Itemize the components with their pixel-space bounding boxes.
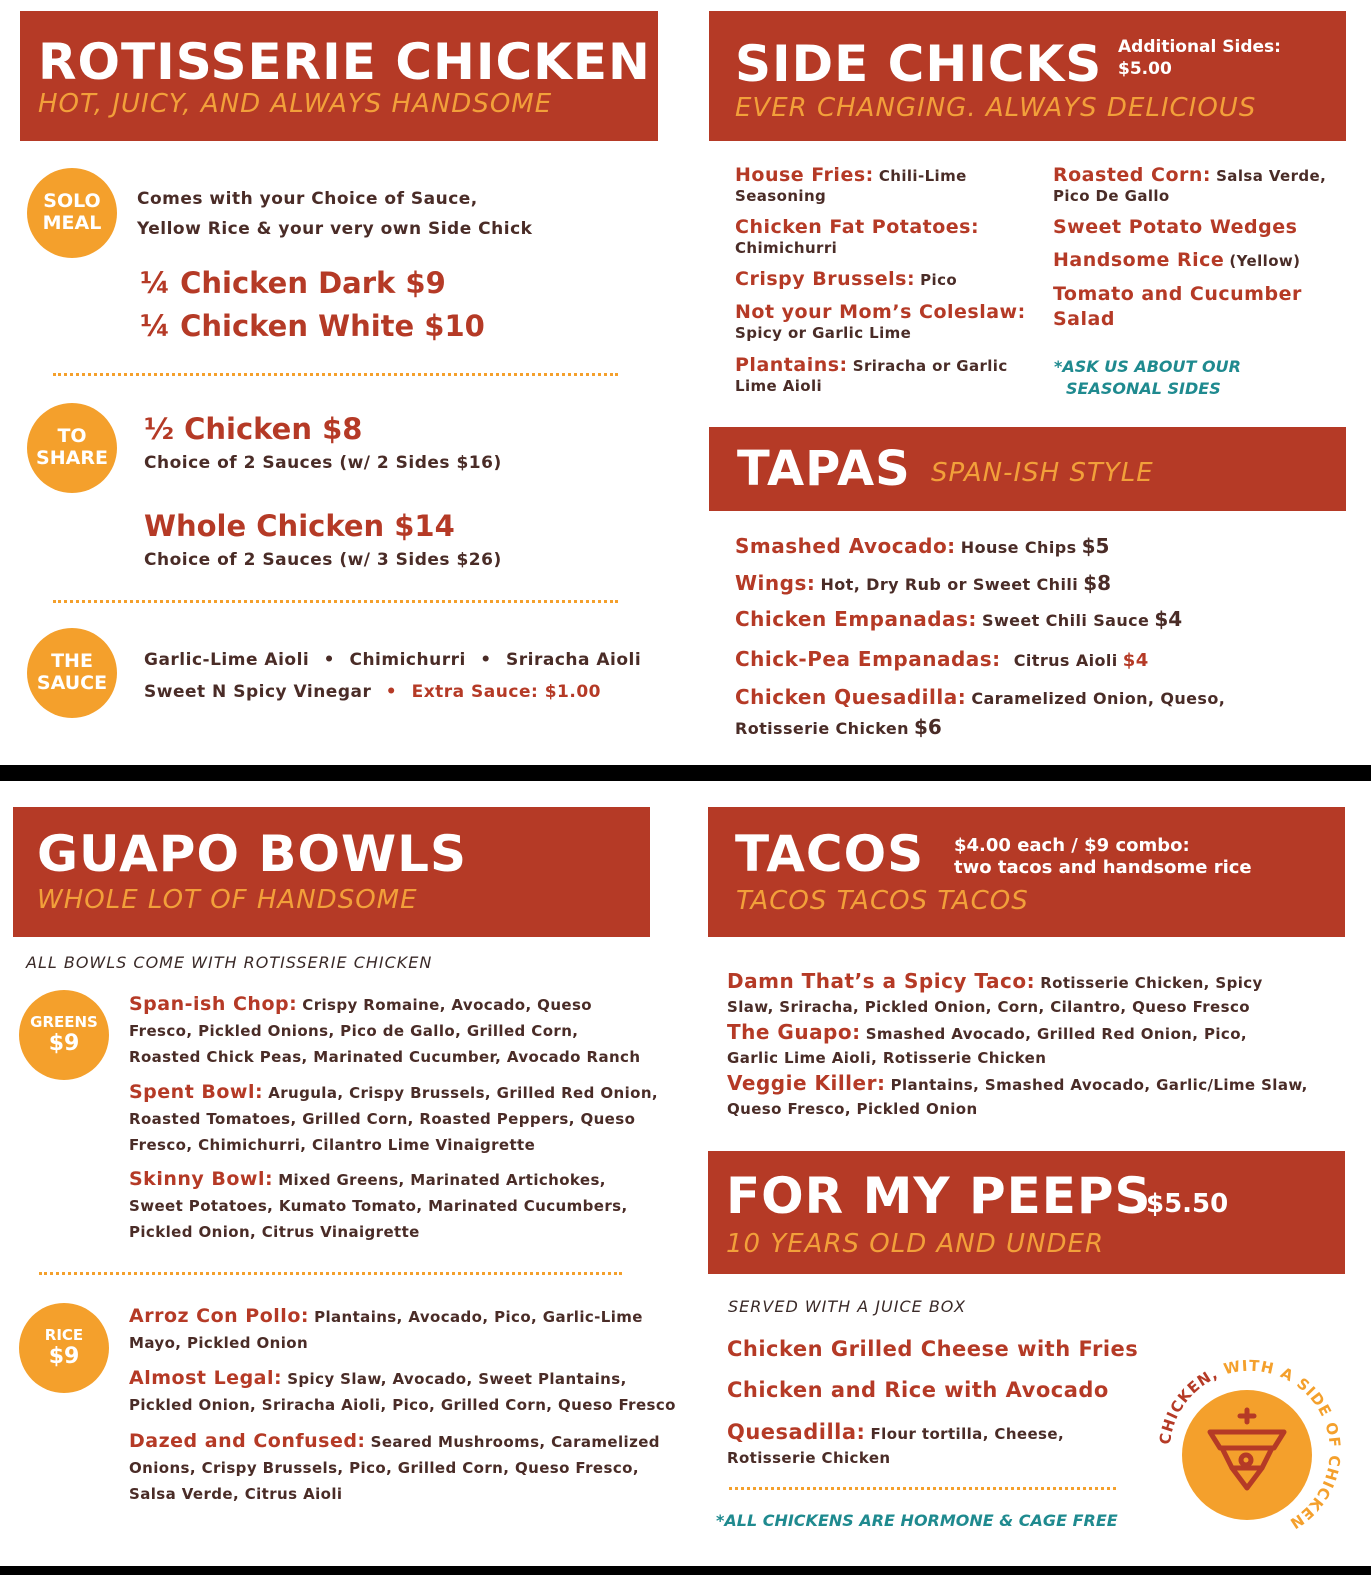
bowl-desc: Fresco, Pickled Onions, Pico de Gallo, Grilled Corn,	[129, 1022, 579, 1040]
share-badge-line1: TO	[57, 425, 87, 448]
bowl-desc: Roasted Chick Peas, Marinated Cucumber, Avocado Ranch	[129, 1048, 641, 1066]
solo-meal-badge	[27, 168, 117, 258]
taco-desc: Smashed Avocado, Grilled Red Onion, Pico,	[865, 1025, 1248, 1043]
tapas-name: Chick-Pea Empanadas:	[735, 647, 1001, 671]
taco-name: The Guapo:	[727, 1020, 861, 1044]
side-handsome-rice	[1053, 249, 1300, 271]
sauce-badge-line1: THE	[51, 650, 93, 673]
tapas-name: Smashed Avocado:	[735, 534, 956, 558]
share-item-whole-desc: Choice of 2 Sauces (w/ 3 Sides $26)	[144, 550, 502, 570]
share-badge-line2: SHARE	[36, 447, 108, 469]
logo-ring-text: CHICKEN, WITH A SIDE OF CHICKEN	[1155, 1356, 1344, 1533]
bullet: •	[385, 682, 398, 702]
tapas-price: $8	[1083, 571, 1112, 595]
side-name: Chicken Fat Potatoes:	[735, 216, 980, 238]
side-desc: Salsa Verde,	[1216, 167, 1327, 185]
bowl-desc: Plantains, Avocado, Pico, Garlic-Lime	[314, 1308, 643, 1326]
side-name: Handsome Rice	[1053, 249, 1225, 271]
bowl-name: Dazed and Confused:	[129, 1430, 366, 1452]
tapas-subtitle: SPAN-ISH STYLE	[931, 458, 1154, 488]
bowl-item	[129, 1429, 660, 1507]
sauce-extra: Extra Sauce: $1.00	[411, 682, 601, 702]
divider	[729, 1487, 1116, 1490]
side-name: Sweet Potato Wedges	[1053, 216, 1298, 238]
tapas-desc: Hot, Dry Rub or Sweet Chili	[820, 575, 1079, 594]
side-desc: Pico	[920, 271, 958, 289]
side-desc: Chimichurri	[735, 239, 838, 257]
solo-item-dark: ¼ Chicken Dark $9	[140, 266, 446, 300]
tapas-price: $6	[914, 715, 942, 739]
taco-name: Veggie Killer:	[727, 1071, 886, 1095]
peeps-banner	[708, 1151, 1345, 1274]
bowl-desc: Salsa Verde, Citrus Aioli	[129, 1485, 343, 1503]
peeps-subtitle: 10 YEARS OLD AND UNDER	[726, 1229, 1105, 1259]
bowl-name: Spent Bowl:	[129, 1081, 264, 1103]
side-roasted-corn	[1053, 164, 1326, 205]
sauce-sweet-spicy: Sweet N Spicy Vinegar	[144, 682, 372, 702]
tapas-desc: Sweet Chili Sauce	[982, 611, 1150, 630]
bowl-desc: Mixed Greens, Marinated Artichokes,	[278, 1171, 606, 1189]
the-sauce-badge	[27, 628, 117, 718]
side-desc: Lime Aioli	[735, 377, 823, 395]
bowl-desc: Pickled Onion, Citrus Vinaigrette	[129, 1223, 420, 1241]
rice-badge-line2: $9	[48, 1343, 80, 1369]
side-name: House Fries:	[735, 164, 874, 186]
bowl-name: Skinny Bowl:	[129, 1168, 274, 1190]
taco-item	[727, 969, 1263, 1019]
share-item-half-desc: Choice of 2 Sauces (w/ 2 Sides $16)	[144, 453, 502, 473]
tacos-extra-1: $4.00 each / $9 combo:	[954, 835, 1190, 856]
solo-desc-1: Comes with your Choice of Sauce,	[137, 189, 478, 209]
rotisserie-banner	[20, 11, 658, 141]
sides-banner	[709, 11, 1346, 141]
side-desc: Pico De Gallo	[1053, 187, 1170, 205]
rotisserie-title: ROTISSERIE CHICKEN	[38, 33, 651, 91]
solo-badge-line2: MEAL	[42, 212, 102, 234]
taco-item	[727, 1071, 1308, 1121]
bowl-desc: Arugula, Crispy Brussels, Grilled Red Onion,	[268, 1084, 659, 1102]
tapas-price: $5	[1081, 534, 1110, 558]
sauce-badge-line2: SAUCE	[36, 672, 108, 694]
side-name: Roasted Corn:	[1053, 164, 1211, 186]
logo-graphic	[1150, 1350, 1350, 1540]
side-desc: Spicy or Garlic Lime	[735, 324, 912, 342]
bowls-subtitle: WHOLE LOT OF HANDSOME	[37, 885, 418, 915]
tapas-item	[735, 571, 1111, 595]
divider	[53, 600, 618, 603]
bowl-item	[129, 1080, 658, 1158]
solo-badge-line1: SOLO	[43, 190, 101, 213]
bowl-desc: Seared Mushrooms, Caramelized	[370, 1433, 660, 1451]
taco-desc: Rotisserie Chicken, Spicy	[1040, 974, 1263, 992]
peeps-item-3-desc: Rotisserie Chicken	[727, 1449, 891, 1467]
bowl-desc: Mayo, Pickled Onion	[129, 1334, 309, 1352]
peeps-item-3-desc: Flour tortilla, Cheese,	[870, 1425, 1065, 1443]
peeps-item-1: Chicken Grilled Cheese with Fries	[727, 1337, 1139, 1361]
tacos-subtitle: TACOS TACOS TACOS	[736, 886, 1029, 916]
bowl-item	[129, 1366, 676, 1418]
divider	[53, 373, 618, 376]
solo-desc-2: Yellow Rice & your very own Side Chick	[137, 219, 533, 239]
bowl-name: Span-ish Chop:	[129, 993, 298, 1015]
sauce-garlic-lime: Garlic-Lime Aioli	[144, 650, 310, 670]
tapas-item	[735, 647, 1149, 671]
peeps-price: $5.50	[1146, 1189, 1229, 1219]
tapas-desc: Citrus Aioli	[1013, 651, 1118, 670]
side-name: Salad	[1053, 308, 1115, 330]
side-tomato-cucumber	[1053, 282, 1302, 332]
bowl-desc: Crispy Romaine, Avocado, Queso	[302, 996, 593, 1014]
tapas-name: Wings:	[735, 571, 816, 595]
tapas-name: Chicken Quesadilla:	[735, 685, 967, 709]
tapas-price: $4	[1122, 650, 1149, 671]
side-name: Crispy Brussels:	[735, 268, 916, 290]
side-desc: Chili-Lime	[878, 167, 967, 185]
solo-item-white: ¼ Chicken White $10	[140, 309, 485, 343]
tapas-price: $4	[1154, 607, 1183, 631]
greens-badge-line2: $9	[48, 1030, 80, 1056]
tapas-item	[735, 683, 1225, 743]
tapas-banner	[709, 427, 1346, 511]
bowl-item	[129, 992, 640, 1070]
taco-desc: Plantains, Smashed Avocado, Garlic/Lime Slaw,	[890, 1076, 1308, 1094]
bowl-item	[129, 1304, 643, 1356]
rice-badge-line1: RICE	[44, 1325, 84, 1344]
side-sweet-potato	[1053, 216, 1297, 238]
divider	[39, 1272, 622, 1275]
sauce-sriracha: Sriracha Aioli	[506, 650, 642, 670]
taco-desc: Slaw, Sriracha, Pickled Onion, Corn, Cilantro, Queso Fresco	[727, 998, 1250, 1016]
bullet: •	[323, 650, 336, 670]
peeps-title: FOR MY PEEPS	[726, 1167, 1152, 1225]
side-name: Not your Mom’s Coleslaw:	[735, 301, 1026, 323]
sides-note-1: *ASK US ABOUT OUR	[1054, 357, 1241, 376]
bowls-banner	[13, 807, 650, 937]
greens-badge	[19, 990, 109, 1080]
bullet: •	[480, 650, 492, 670]
tapas-desc: Caramelized Onion, Queso,	[971, 689, 1226, 708]
side-coleslaw	[735, 301, 1026, 342]
tacos-banner	[708, 807, 1345, 937]
sides-note-2: SEASONAL SIDES	[1066, 379, 1221, 398]
bowl-item	[129, 1167, 628, 1245]
peeps-item-2: Chicken and Rice with Avocado	[727, 1378, 1109, 1402]
tapas-name: Chicken Empanadas:	[735, 607, 977, 631]
sauce-line-1	[144, 650, 641, 670]
peeps-note: SERVED WITH A JUICE BOX	[728, 1297, 966, 1316]
tapas-title: TAPAS	[737, 441, 911, 497]
sides-extra-1: Additional Sides:	[1118, 37, 1281, 57]
taco-item	[727, 1020, 1247, 1070]
bowl-desc: Sweet Potatoes, Kumato Tomato, Marinated Cucumbers,	[129, 1197, 628, 1215]
side-name: Tomato and Cucumber	[1053, 283, 1302, 305]
bowls-title: GUAPO BOWLS	[37, 825, 467, 883]
tapas-desc: House Chips	[960, 538, 1077, 557]
bowl-name: Almost Legal:	[129, 1367, 283, 1389]
section-separator	[0, 765, 1371, 781]
sides-title: SIDE CHICKS	[735, 35, 1103, 93]
tapas-item	[735, 534, 1109, 558]
taco-desc: Queso Fresco, Pickled Onion	[727, 1100, 978, 1118]
taco-desc: Garlic Lime Aioli, Rotisserie Chicken	[727, 1049, 1047, 1067]
tapas-desc: Rotisserie Chicken	[735, 719, 909, 738]
bowl-desc: Roasted Tomatoes, Grilled Corn, Roasted Peppers, Queso	[129, 1110, 636, 1128]
sauce-chimichurri: Chimichurri	[349, 650, 466, 670]
share-item-whole: Whole Chicken $14	[144, 509, 455, 543]
to-share-badge	[27, 403, 117, 493]
bowl-desc: Spicy Slaw, Avocado, Sweet Plantains,	[287, 1370, 627, 1388]
bowl-desc: Pickled Onion, Sriracha Aioli, Pico, Grilled Corn, Queso Fresco	[129, 1396, 676, 1414]
tacos-extra-2: two tacos and handsome rice	[954, 857, 1252, 878]
tapas-item	[735, 607, 1182, 631]
greens-badge-line1: GREENS	[30, 1012, 98, 1031]
side-chicken-fat-potatoes	[735, 216, 979, 257]
peeps-item-3-name: Quesadilla:	[727, 1420, 866, 1444]
sides-subtitle: EVER CHANGING. ALWAYS DELICIOUS	[735, 93, 1257, 123]
bowl-desc: Onions, Crispy Brussels, Pico, Grilled Corn, Queso Fresco,	[129, 1459, 639, 1477]
share-item-half: ½ Chicken $8	[144, 412, 363, 446]
side-desc: Seasoning	[735, 187, 827, 205]
sauce-line-2	[144, 682, 601, 702]
taco-name: Damn That’s a Spicy Taco:	[727, 969, 1036, 993]
side-plantains	[735, 354, 1008, 395]
peeps-item-3	[727, 1420, 1064, 1470]
side-house-fries	[735, 164, 967, 205]
side-name: Plantains:	[735, 354, 848, 376]
bowls-note: ALL BOWLS COME WITH ROTISSERIE CHICKEN	[26, 953, 433, 972]
side-crispy-brussels	[735, 268, 957, 290]
bowl-desc: Fresco, Chimichurri, Cilantro Lime Vinaigrette	[129, 1136, 536, 1154]
tacos-title: TACOS	[735, 825, 925, 883]
side-desc: Sriracha or Garlic	[852, 357, 1008, 375]
bowl-name: Arroz Con Pollo:	[129, 1305, 309, 1327]
bottom-border	[0, 1566, 1371, 1575]
sides-extra-2: $5.00	[1118, 59, 1172, 79]
peeps-footer: *ALL CHICKENS ARE HORMONE & CAGE FREE	[716, 1511, 1118, 1530]
rotisserie-subtitle: HOT, JUICY, AND ALWAYS HANDSOME	[38, 89, 553, 119]
rice-badge	[19, 1303, 109, 1393]
brand-logo	[1150, 1350, 1350, 1540]
side-desc: (Yellow)	[1229, 252, 1301, 270]
